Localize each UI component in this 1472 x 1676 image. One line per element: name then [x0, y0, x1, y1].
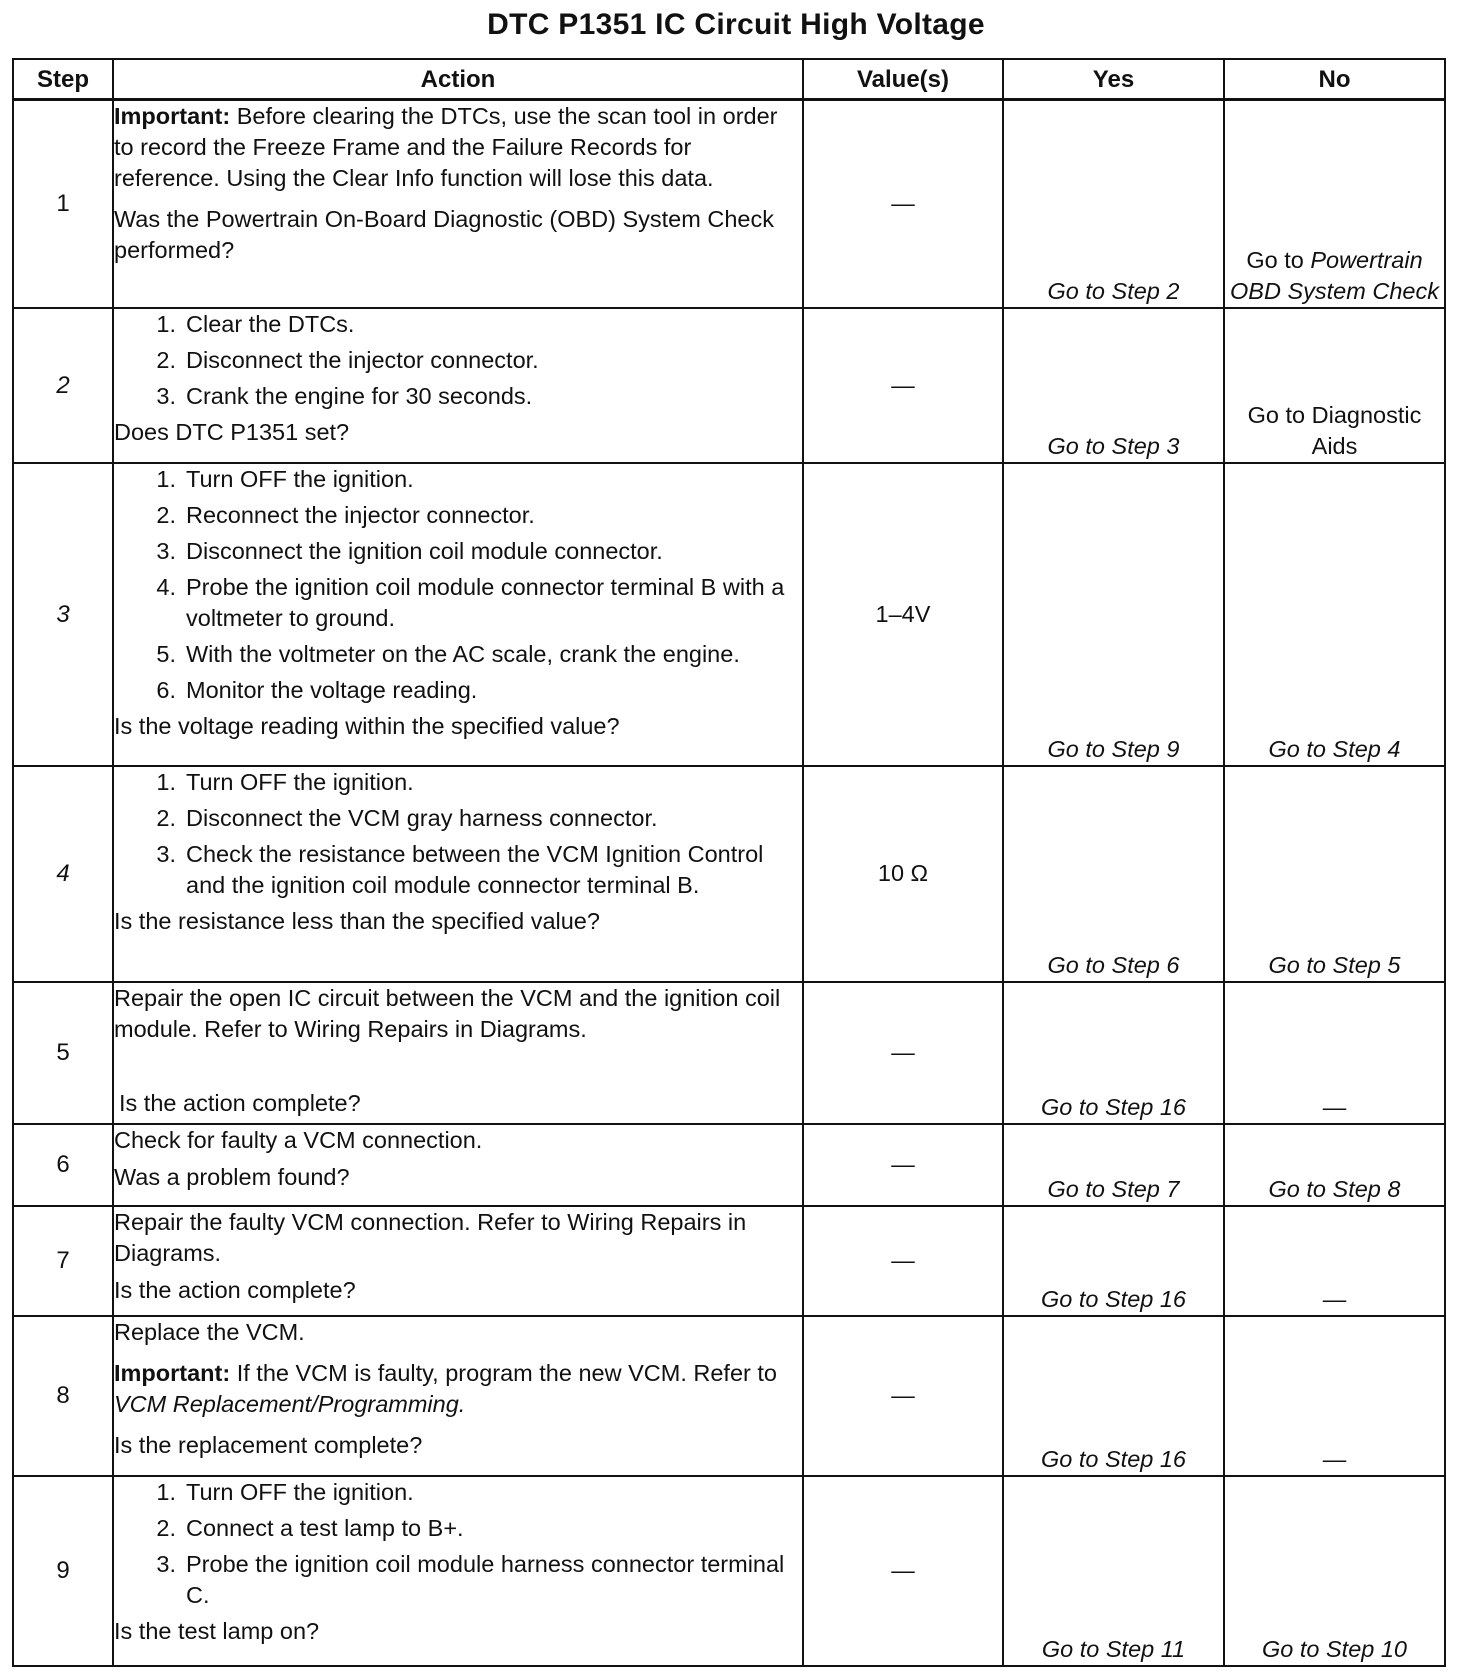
value-cell: — [803, 1476, 1003, 1666]
action-question: Is the action complete? [119, 1089, 361, 1116]
yes-cell: Go to Step 7 [1003, 1124, 1224, 1206]
action-question: Is the resistance less than the specified value? [114, 907, 600, 934]
no-cell: — [1224, 982, 1445, 1124]
header-step: Step [13, 59, 113, 100]
table-row [13, 308, 1445, 463]
no-cell: Go to Step 10 [1224, 1476, 1445, 1666]
action-text: Check for faulty a VCM connection. [114, 1126, 483, 1153]
list-item: 2. Disconnect the injector connector. [156, 346, 539, 373]
header-values: Value(s) [803, 59, 1003, 100]
important-label: Important: [114, 1359, 231, 1386]
table-row [13, 766, 1445, 982]
diagnostic-table [12, 58, 1446, 1667]
important-note [114, 1358, 802, 1420]
list-item: 1. Turn OFF the ignition. [156, 768, 414, 795]
action-cell [113, 100, 803, 308]
table-row [13, 1476, 1445, 1666]
step-number: 9 [13, 1476, 113, 1666]
no-prefix: Go to [1246, 246, 1311, 273]
action-cell [113, 766, 803, 982]
list-item: 1. Clear the DTCs. [156, 310, 355, 337]
action-text: Repair the faulty VCM connection. Refer to Wiring Repairs in Diagrams. [114, 1208, 747, 1266]
important-label: Important: [114, 103, 231, 129]
value-cell: — [803, 308, 1003, 463]
action-question: Is the voltage reading within the specified value? [114, 712, 620, 739]
action-question: Was the Powertrain On-Board Diagnostic (OBD) System Check performed? [114, 206, 774, 263]
table-row [13, 100, 1445, 308]
action-cell [113, 1124, 803, 1206]
page-title: DTC P1351 IC Circuit High Voltage [487, 8, 985, 41]
step-number: 1 [13, 100, 113, 308]
vcm-programming-link[interactable]: VCM Replacement/Programming. [114, 1390, 466, 1417]
important-text: Before clearing the DTCs, use the scan tool in order to record the Freeze Frame and the Failure Records for reference. Using the Clear Info function will lose this data. [114, 103, 778, 191]
action-cell [113, 982, 803, 1124]
value-cell: — [803, 982, 1003, 1124]
no-cell: Go to Step 5 [1224, 766, 1445, 982]
header-no: No [1224, 59, 1445, 100]
step-number: 8 [13, 1316, 113, 1476]
yes-cell: Go to Step 9 [1003, 463, 1224, 766]
action-question: Is the replacement complete? [114, 1431, 423, 1458]
no-cell: Go to Step 4 [1224, 463, 1445, 766]
yes-cell: Go to Step 16 [1003, 982, 1224, 1124]
value-cell: — [803, 1124, 1003, 1206]
table-row [13, 1124, 1445, 1206]
header-action: Action [113, 59, 803, 100]
no-cell: Go to Diagnostic Aids [1224, 308, 1445, 463]
no-cell: Go to Step 8 [1224, 1124, 1445, 1206]
list-item: 3. Probe the ignition coil module harness connector terminal C. [156, 1550, 785, 1608]
action-text: Replace the VCM. [114, 1318, 305, 1345]
no-cell: — [1224, 1316, 1445, 1476]
header-yes: Yes [1003, 59, 1224, 100]
step-number: 7 [13, 1206, 113, 1316]
important-note [114, 101, 802, 194]
action-question: Is the test lamp on? [114, 1617, 320, 1644]
yes-cell: Go to Step 3 [1003, 308, 1224, 463]
header-row [13, 59, 1445, 100]
step-number: 5 [13, 982, 113, 1124]
no-cell [1224, 100, 1445, 308]
value-cell: — [803, 100, 1003, 308]
action-cell [113, 1476, 803, 1666]
step-number: 6 [13, 1124, 113, 1206]
action-cell [113, 1206, 803, 1316]
list-item: 6. Monitor the voltage reading. [156, 676, 478, 703]
action-cell [113, 463, 803, 766]
action-question: Does DTC P1351 set? [114, 418, 350, 445]
no-cell: — [1224, 1206, 1445, 1316]
list-item: 1. Turn OFF the ignition. [156, 1478, 414, 1505]
step-number: 2 [13, 308, 113, 463]
value-cell: — [803, 1316, 1003, 1476]
list-item: 3. Crank the engine for 30 seconds. [156, 382, 533, 409]
yes-cell: Go to Step 16 [1003, 1316, 1224, 1476]
list-item: 3. Check the resistance between the VCM Ignition Control and the ignition coil module connector terminal B. [156, 840, 764, 898]
important-text: If the VCM is faulty, program the new VCM. Refer to [230, 1359, 777, 1386]
yes-cell: Go to Step 6 [1003, 766, 1224, 982]
list-item: 4. Probe the ignition coil module connector terminal B with a voltmeter to ground. [156, 573, 785, 631]
table-row [13, 1206, 1445, 1316]
action-question: Is the action complete? [114, 1276, 356, 1303]
list-item: 5. With the voltmeter on the AC scale, crank the engine. [156, 640, 740, 667]
action-cell [113, 1316, 803, 1476]
table-row [13, 1316, 1445, 1476]
value-cell: 1–4V [803, 463, 1003, 766]
list-item: 2. Connect a test lamp to B+. [156, 1514, 464, 1541]
action-question: Was a problem found? [114, 1163, 350, 1190]
list-item: 2. Disconnect the VCM gray harness connector. [156, 804, 658, 831]
list-item: 3. Disconnect the ignition coil module connector. [156, 537, 663, 564]
value-cell: — [803, 1206, 1003, 1316]
action-text: Repair the open IC circuit between the VCM and the ignition coil module. Refer to Wiring Repairs in Diagrams. [114, 984, 781, 1042]
value-cell: 10 Ω [803, 766, 1003, 982]
powertrain-obd-link[interactable]: Powertrain OBD System Check [1230, 246, 1439, 304]
yes-cell: Go to Step 2 [1003, 100, 1224, 308]
table-row [13, 463, 1445, 766]
table-row [13, 982, 1445, 1124]
list-item: 2. Reconnect the injector connector. [156, 501, 535, 528]
yes-cell: Go to Step 16 [1003, 1206, 1224, 1316]
list-item: 1. Turn OFF the ignition. [156, 465, 414, 492]
step-number: 4 [13, 766, 113, 982]
action-cell [113, 308, 803, 463]
step-number: 3 [13, 463, 113, 766]
yes-cell: Go to Step 11 [1003, 1476, 1224, 1666]
